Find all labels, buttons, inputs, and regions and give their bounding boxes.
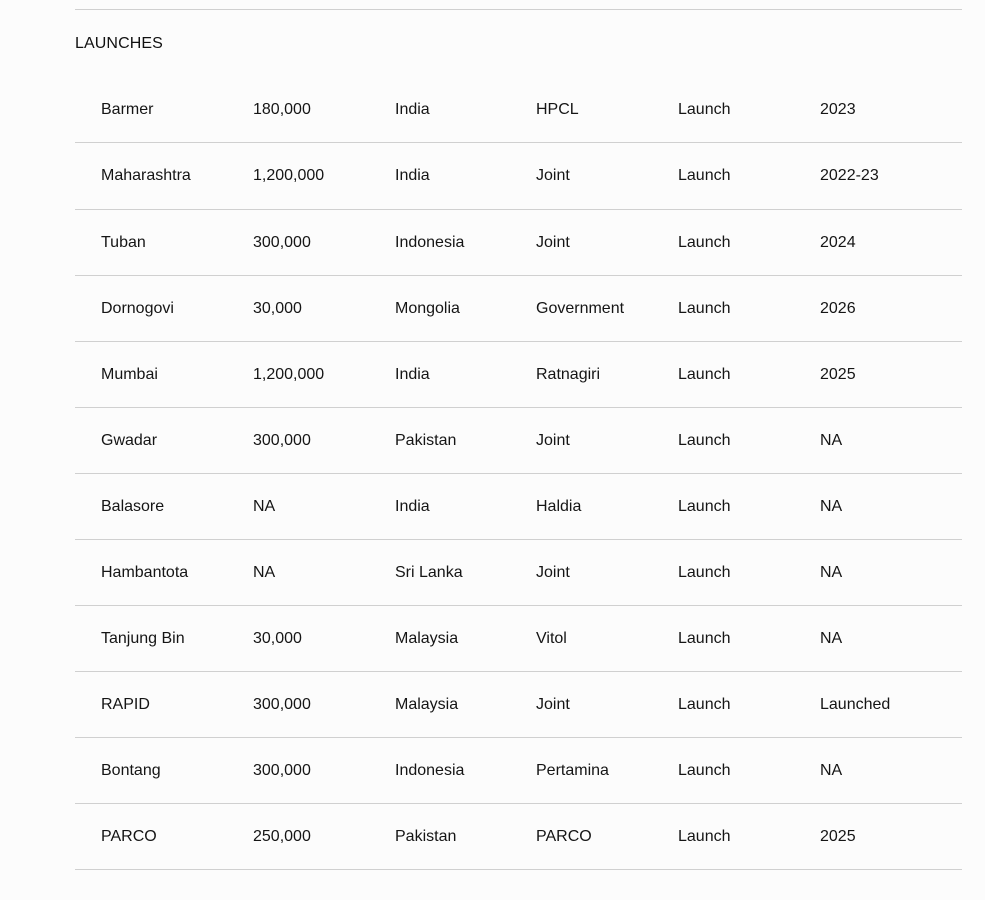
top-divider <box>75 9 962 10</box>
country-cell: Pakistan <box>395 828 457 845</box>
stage-cell: Launch <box>678 167 731 184</box>
capacity-cell: 1,200,000 <box>253 167 325 184</box>
table-row <box>75 738 962 804</box>
table-row <box>75 143 962 210</box>
section-title: LAUNCHES <box>75 35 163 52</box>
partner-cell: Government <box>536 300 625 317</box>
year-cell: 2026 <box>820 300 856 317</box>
partner-cell: Joint <box>536 432 570 449</box>
country-cell: Malaysia <box>395 630 459 647</box>
partner-cell: Joint <box>536 696 570 713</box>
year-cell: 2025 <box>820 366 856 383</box>
refinery-cell: Tuban <box>101 234 146 251</box>
country-cell: Sri Lanka <box>395 564 463 581</box>
refinery-cell: Maharashtra <box>101 167 191 184</box>
year-cell: NA <box>820 564 843 581</box>
year-cell: NA <box>820 630 843 647</box>
table-row <box>75 342 962 408</box>
refinery-cell: Balasore <box>101 498 165 515</box>
country-cell: Pakistan <box>395 432 457 449</box>
table-row <box>75 276 962 342</box>
country-cell: Indonesia <box>395 234 465 251</box>
stage-cell: Launch <box>678 101 731 118</box>
capacity-cell: 180,000 <box>253 101 311 118</box>
table-row <box>75 210 962 276</box>
refinery-cell: Dornogovi <box>101 300 174 317</box>
stage-cell: Launch <box>678 828 731 845</box>
refinery-cell: RAPID <box>101 696 150 713</box>
stage-cell: Launch <box>678 696 731 713</box>
capacity-cell: 250,000 <box>253 828 311 845</box>
refinery-cell: PARCO <box>101 828 157 845</box>
country-cell: Indonesia <box>395 762 465 779</box>
table-row <box>75 606 962 672</box>
stage-cell: Launch <box>678 630 731 647</box>
refinery-cell: Tanjung Bin <box>101 630 185 647</box>
partner-cell: Haldia <box>536 498 582 515</box>
table-row <box>75 540 962 606</box>
capacity-cell: NA <box>253 498 276 515</box>
refinery-cell: Hambantota <box>101 564 189 581</box>
stage-cell: Launch <box>678 234 731 251</box>
capacity-cell: 30,000 <box>253 630 302 647</box>
country-cell: Mongolia <box>395 300 460 317</box>
table-row <box>75 77 962 143</box>
country-cell: India <box>395 167 430 184</box>
partner-cell: PARCO <box>536 828 592 845</box>
table-row <box>75 408 962 474</box>
table-row <box>75 474 962 540</box>
partner-cell: Joint <box>536 167 570 184</box>
partner-cell: Ratnagiri <box>536 366 601 383</box>
refinery-cell: Gwadar <box>101 432 158 449</box>
year-cell: NA <box>820 498 843 515</box>
country-cell: Malaysia <box>395 696 459 713</box>
partner-cell: Joint <box>536 234 570 251</box>
stage-cell: Launch <box>678 432 731 449</box>
year-cell: 2025 <box>820 828 856 845</box>
capacity-cell: 300,000 <box>253 432 311 449</box>
stage-cell: Launch <box>678 564 731 581</box>
stage-cell: Launch <box>678 762 731 779</box>
capacity-cell: NA <box>253 564 276 581</box>
year-cell: 2022-23 <box>820 167 879 184</box>
refinery-cell: Mumbai <box>101 366 158 383</box>
stage-cell: Launch <box>678 498 731 515</box>
partner-cell: Joint <box>536 564 570 581</box>
year-cell: NA <box>820 432 843 449</box>
table-row <box>75 672 962 738</box>
stage-cell: Launch <box>678 366 731 383</box>
stage-cell: Launch <box>678 300 731 317</box>
capacity-cell: 300,000 <box>253 696 311 713</box>
country-cell: India <box>395 101 430 118</box>
capacity-cell: 300,000 <box>253 762 311 779</box>
refinery-cell: Barmer <box>101 101 154 118</box>
partner-cell: Pertamina <box>536 762 609 779</box>
partner-cell: HPCL <box>536 101 579 118</box>
capacity-cell: 30,000 <box>253 300 302 317</box>
refinery-cell: Bontang <box>101 762 161 779</box>
table-row <box>75 804 962 870</box>
partner-cell: Vitol <box>536 630 567 647</box>
year-cell: 2024 <box>820 234 856 251</box>
launches-table <box>75 77 962 870</box>
country-cell: India <box>395 498 430 515</box>
country-cell: India <box>395 366 430 383</box>
year-cell: NA <box>820 762 843 779</box>
year-cell: 2023 <box>820 101 856 118</box>
capacity-cell: 1,200,000 <box>253 366 325 383</box>
capacity-cell: 300,000 <box>253 234 311 251</box>
year-cell: Launched <box>820 696 891 713</box>
